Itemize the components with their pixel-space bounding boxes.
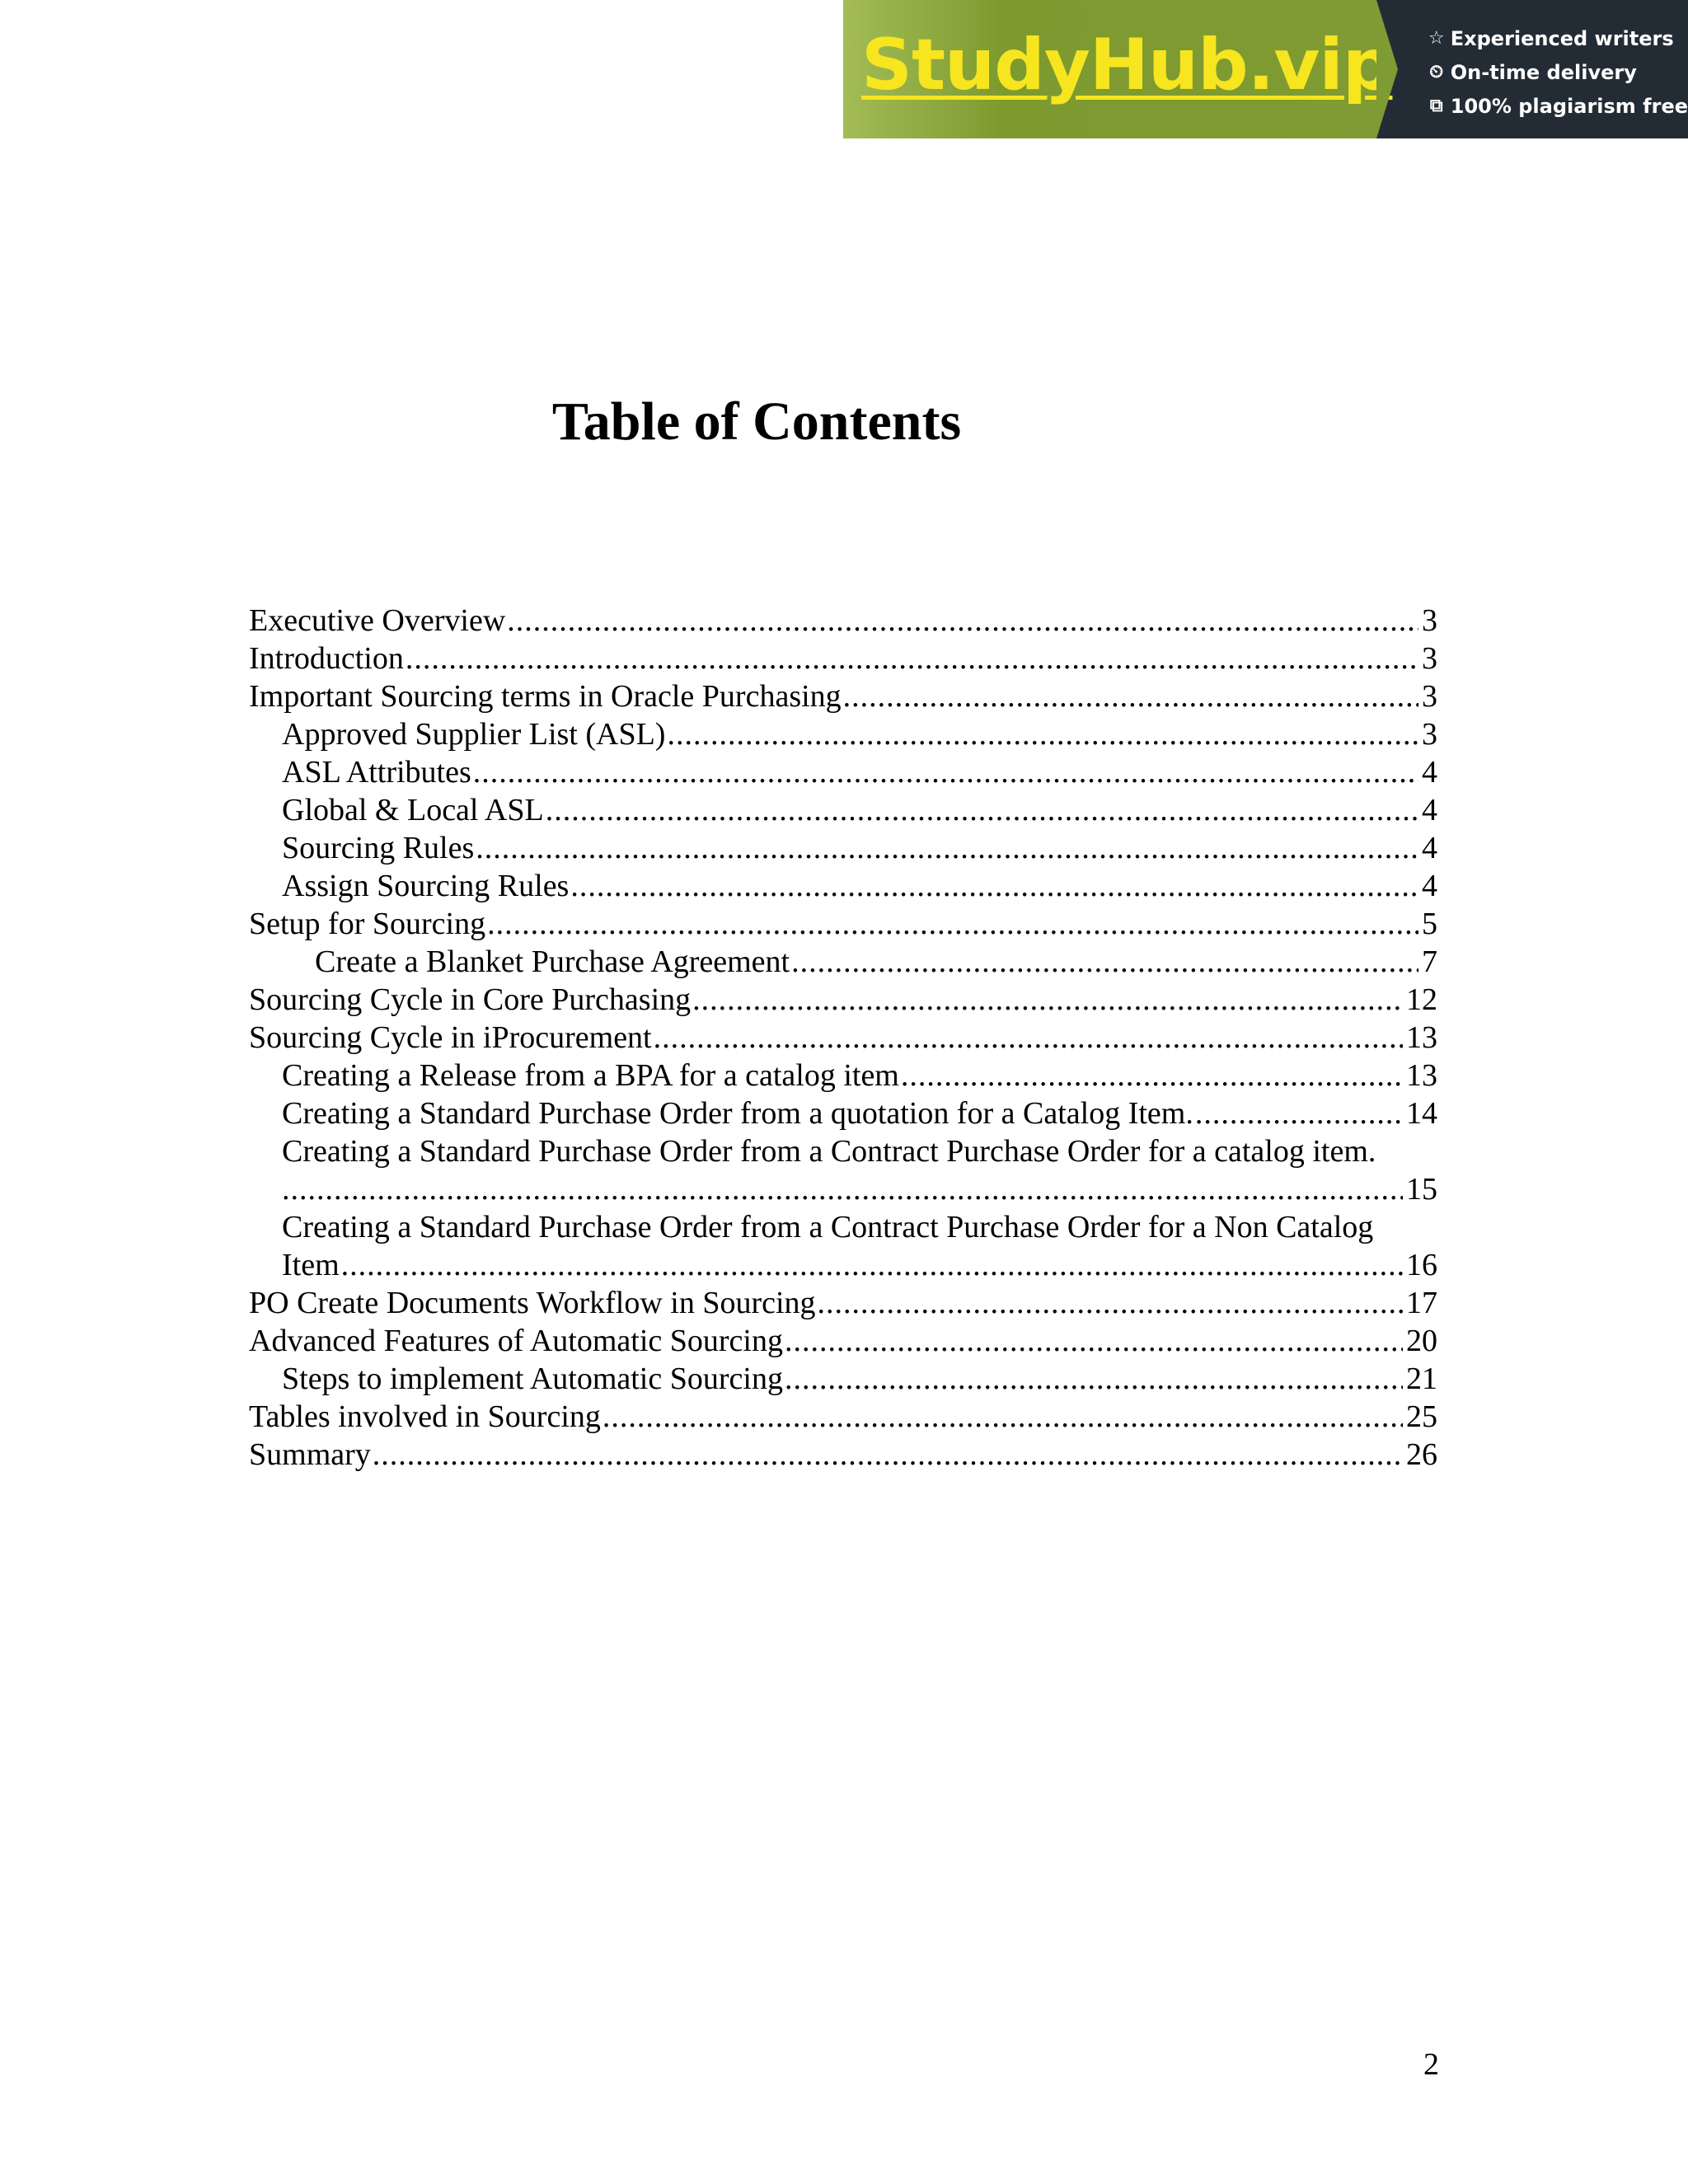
toc-entry-sourcing-cycle-core-purchasing[interactable] <box>249 981 1437 1019</box>
toc-entry-asl-attributes[interactable] <box>249 753 1437 791</box>
toc-entry-steps-automatic-sourcing[interactable] <box>249 1360 1437 1398</box>
toc-leader <box>785 1360 1403 1398</box>
toc-entry-assign-sourcing-rules[interactable] <box>249 867 1437 905</box>
star-icon: ☆ <box>1428 28 1445 49</box>
toc-entry-spo-from-quotation[interactable] <box>249 1094 1437 1132</box>
toc-page-number: 5 <box>1422 907 1437 941</box>
toc-leader <box>341 1246 1403 1284</box>
toc-leader <box>901 1057 1403 1094</box>
toc-entry-introduction[interactable] <box>249 640 1437 677</box>
feature-label: Experienced writers <box>1450 26 1674 50</box>
toc-entry-title-line2: Item <box>282 1248 340 1282</box>
toc-page-number: 4 <box>1422 869 1437 903</box>
toc-page-number: 3 <box>1422 679 1437 714</box>
toc-leader <box>373 1436 1403 1474</box>
toc-page-number: 13 <box>1406 1058 1437 1093</box>
toc-page-number: 12 <box>1406 982 1437 1017</box>
toc-entry-tables-involved[interactable] <box>249 1398 1437 1436</box>
feature-plagiarism-free <box>1426 89 1688 123</box>
toc-leader <box>406 640 1418 677</box>
toc-entry-important-sourcing-terms[interactable] <box>249 677 1437 715</box>
toc-entry-title: Steps to implement Automatic Sourcing <box>282 1361 783 1396</box>
toc-entry-title: Creating a Release from a BPA for a catalog item <box>282 1058 899 1093</box>
toc-leader <box>476 829 1418 867</box>
toc-page-number: 13 <box>1406 1020 1437 1055</box>
feature-label: On-time delivery <box>1450 60 1637 84</box>
banner-logo-panel <box>843 0 1393 138</box>
toc-entry-title: Summary <box>249 1437 371 1472</box>
toc-page-number: 20 <box>1406 1324 1437 1358</box>
toc-leader <box>546 791 1418 829</box>
toc-entry-title: Introduction <box>249 641 404 676</box>
toc-leader <box>843 677 1418 715</box>
toc-entry-po-create-documents-workflow[interactable] <box>249 1284 1437 1322</box>
toc-page-number: 3 <box>1422 603 1437 638</box>
toc-entry-title: Sourcing Rules <box>282 831 475 865</box>
toc-page-number: 15 <box>1406 1172 1437 1207</box>
toc-entry-title: Creating a Standard Purchase Order from a Contract Purchase Order for a catalog item. <box>282 1134 1376 1169</box>
toc-leader <box>785 1322 1403 1360</box>
toc-entry-title: Assign Sourcing Rules <box>282 869 570 903</box>
toc-entry-title: Sourcing Cycle in Core Purchasing <box>249 982 692 1017</box>
toc-entry-sourcing-rules[interactable] <box>249 829 1437 867</box>
toc-page-number: 7 <box>1422 944 1437 979</box>
toc-entry-release-from-bpa[interactable] <box>249 1057 1437 1094</box>
toc-entry-title: Sourcing Cycle in iProcurement <box>249 1020 652 1055</box>
toc-page-number: 25 <box>1406 1399 1437 1434</box>
toc-entry-global-local-asl[interactable] <box>249 791 1437 829</box>
toc-entry-title: Executive Overview <box>249 603 506 638</box>
toc-leader <box>507 602 1418 640</box>
toc-entry-title: Advanced Features of Automatic Sourcing <box>249 1324 783 1358</box>
toc-entry-sourcing-cycle-iprocurement[interactable] <box>249 1019 1437 1057</box>
toc-entry-executive-overview[interactable] <box>249 602 1437 640</box>
copy-icon: ⧉ <box>1429 96 1443 116</box>
toc-entry-title: Approved Supplier List (ASL) <box>282 717 666 752</box>
clock-icon: ⏲ <box>1429 62 1444 82</box>
toc-leader <box>667 715 1418 753</box>
toc-leader <box>282 1170 1403 1208</box>
toc-page-number: 3 <box>1422 641 1437 676</box>
toc-leader <box>570 867 1418 905</box>
toc-page-number: 4 <box>1422 793 1437 827</box>
toc-entry-approved-supplier-list[interactable] <box>249 715 1437 753</box>
toc-entry-title: Global & Local ASL <box>282 793 544 827</box>
toc-page-number: 4 <box>1422 831 1437 865</box>
page-number: 2 <box>1423 2047 1439 2082</box>
toc-leader <box>1195 1094 1403 1132</box>
toc-entry-title: Tables involved in Sourcing <box>249 1399 601 1434</box>
toc-entry-title: Creating a Standard Purchase Order from a Contract Purchase Order for a Non Catalog <box>282 1210 1374 1244</box>
toc-entry-advanced-features[interactable] <box>249 1322 1437 1360</box>
feature-experienced-writers <box>1426 21 1688 55</box>
studyhub-logo: StudyHub.vip <box>861 24 1393 106</box>
toc-page-number: 21 <box>1406 1361 1437 1396</box>
toc-entry-title: Create a Blanket Purchase Agreement <box>315 944 790 979</box>
toc-entry-continuation <box>282 1170 1437 1208</box>
toc-leader <box>487 905 1418 943</box>
toc-leader <box>473 753 1418 791</box>
toc-entry-title: Creating a Standard Purchase Order from a quotation for a Catalog Item. <box>282 1096 1193 1131</box>
toc-page-number: 17 <box>1406 1286 1437 1320</box>
toc-leader <box>692 981 1403 1019</box>
toc-entry-spo-from-cpo-non-catalog[interactable] <box>249 1208 1437 1284</box>
toc-page-number: 26 <box>1406 1437 1437 1472</box>
feature-on-time-delivery <box>1426 55 1688 89</box>
toc-entry-title: Important Sourcing terms in Oracle Purchasing <box>249 679 842 714</box>
toc-entry-title: PO Create Documents Workflow in Sourcing <box>249 1286 816 1320</box>
toc-leader <box>603 1398 1403 1436</box>
toc-entry-continuation <box>282 1246 1437 1284</box>
banner-features <box>1376 0 1688 138</box>
toc-entry-summary[interactable] <box>249 1436 1437 1474</box>
toc-entry-spo-from-cpo-catalog[interactable] <box>249 1132 1437 1208</box>
toc-leader <box>791 943 1418 981</box>
toc-page-number: 16 <box>1406 1248 1437 1282</box>
toc-page-number: 3 <box>1422 717 1437 752</box>
toc-leader <box>818 1284 1403 1322</box>
toc-leader <box>654 1019 1403 1057</box>
toc-page-number: 14 <box>1406 1096 1437 1131</box>
toc-entry-setup-for-sourcing[interactable] <box>249 905 1437 943</box>
toc-page-number: 4 <box>1422 755 1437 790</box>
table-of-contents <box>249 602 1437 1474</box>
toc-entry-create-blanket-purchase-agreement[interactable] <box>249 943 1437 981</box>
studyhub-banner[interactable] <box>843 0 1688 138</box>
toc-entry-title: ASL Attributes <box>282 755 471 790</box>
feature-label: 100% plagiarism free <box>1450 94 1688 118</box>
page-title: Table of Contents <box>551 391 962 452</box>
toc-entry-title: Setup for Sourcing <box>249 907 486 941</box>
